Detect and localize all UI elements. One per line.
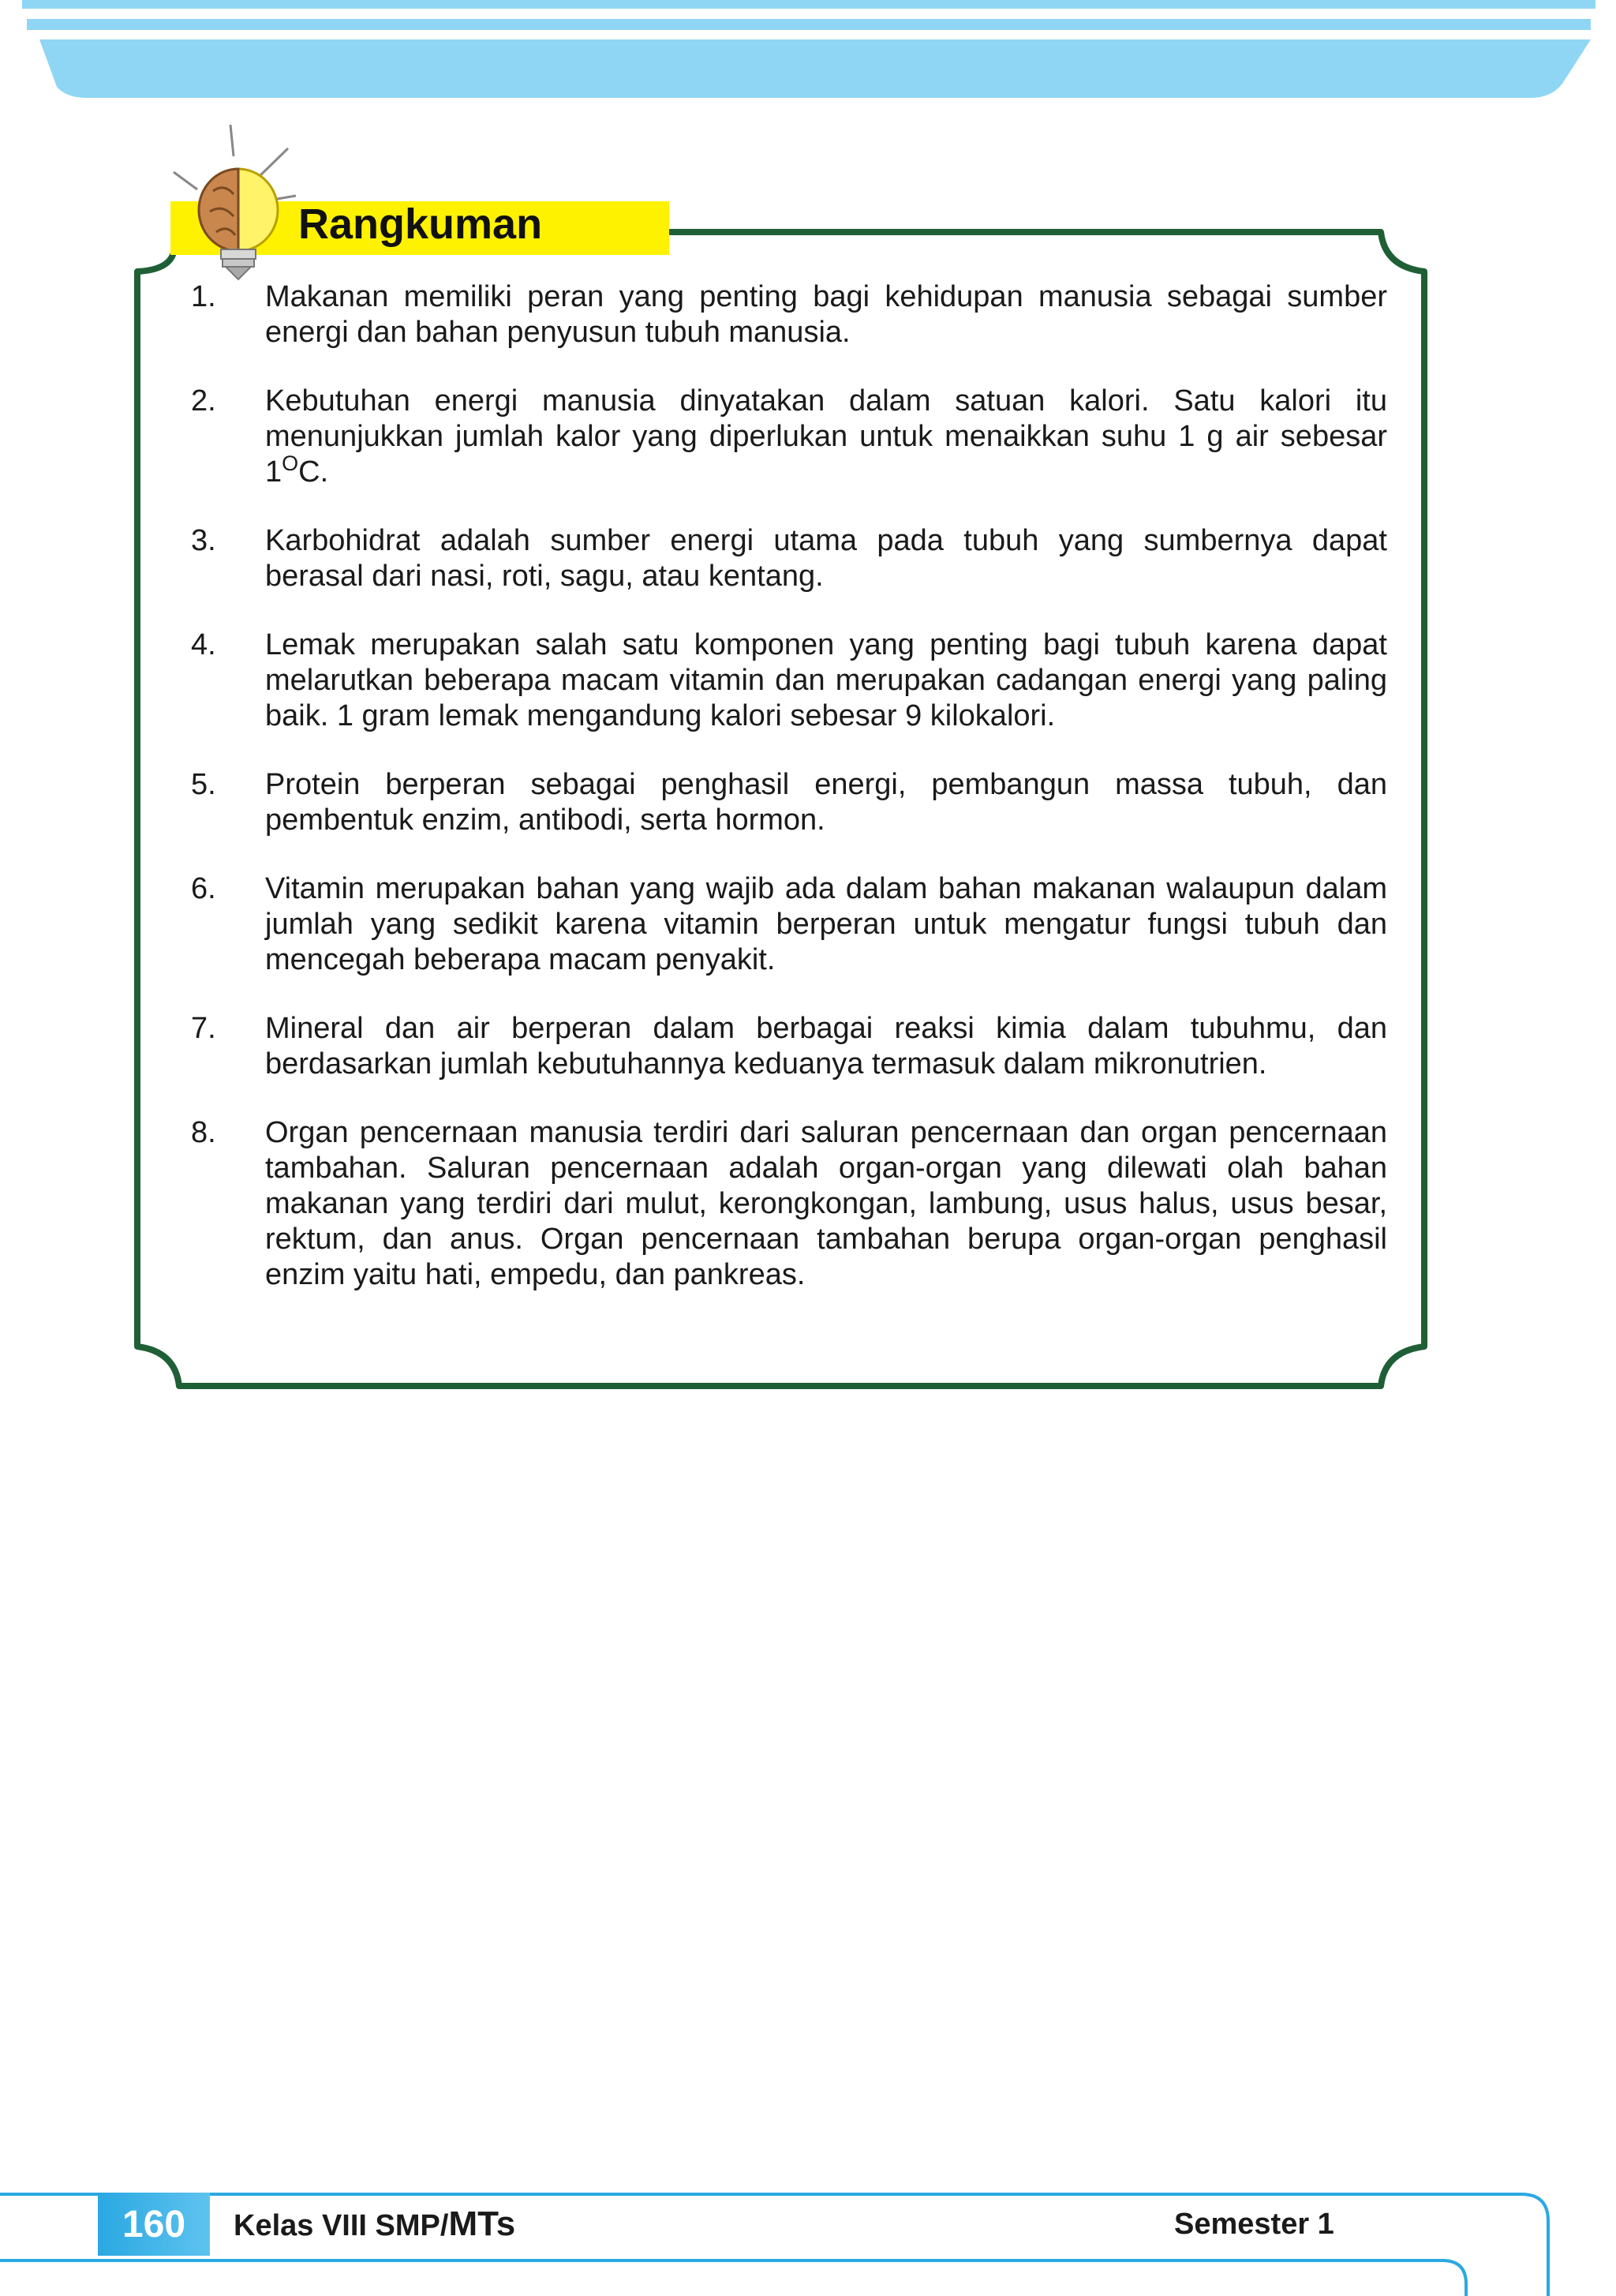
- list-item: [191, 627, 1387, 734]
- item-number: 2.: [191, 384, 216, 418]
- item-number: 6.: [191, 872, 216, 905]
- semester-label: Semester 1: [1174, 2208, 1334, 2241]
- lightbulb-brain-icon: [158, 125, 300, 283]
- item-text: Mineral dan air berperan dalam berbagai reaksi kimia dalam tubuhmu, dan berdasarkan jumlah kebutuhannya keduanya termasuk dalam mikronutrien.: [265, 1012, 1387, 1081]
- item-number: 1.: [191, 280, 216, 313]
- item-text: Makanan memiliki peran yang penting bagi kehidupan manusia sebagai sumber energi dan bahan penyusun tubuh manusia.: [265, 280, 1387, 349]
- class-label-main: Kelas VIII SMP/: [234, 2209, 449, 2242]
- item-number: 7.: [191, 1012, 216, 1045]
- item-text: [265, 384, 1387, 490]
- header-band: [0, 39, 1616, 98]
- item-number: 5.: [191, 768, 216, 801]
- item-text-main: Kebutuhan energi manusia dinyatakan dalam satuan kalori. Satu kalori itu menunjukkan jumlah kalor yang diperlukan untuk menaikkan suhu 1 g air sebesar 1: [265, 384, 1387, 489]
- list-item: [191, 767, 1387, 838]
- list-item: [191, 1011, 1387, 1082]
- list-item: [191, 279, 1387, 350]
- item-text: Vitamin merupakan bahan yang wajib ada dalam bahan makanan walaupun dalam jumlah yang sedikit karena vitamin berperan untuk mengatur fungsi tubuh dan mencegah beberapa macam penyakit.: [265, 872, 1387, 976]
- item-text-unit: C.: [298, 455, 329, 489]
- item-text: Organ pencernaan manusia terdiri dari saluran pencernaan dan organ pencernaan tambahan. Saluran pencernaan adalah organ-organ yang dilewati olah bahan makanan yang terdiri dari mulut, kerongkongan, lambung, usus halus, usus besar, rektum, dan anus. Organ pencernaan tambahan berupa organ-organ penghasil enzim yaitu hati, empedu, dan pankreas.: [265, 1116, 1387, 1291]
- summary-title: Rangkuman: [298, 200, 543, 248]
- item-text: Karbohidrat adalah sumber energi utama pada tubuh yang sumbernya dapat berasal dari nasi, roti, sagu, atau kentang.: [265, 524, 1387, 593]
- summary-list: [191, 279, 1387, 1326]
- class-label: [234, 2202, 515, 2248]
- item-text: Protein berperan sebagai penghasil energi, pembangun massa tubuh, dan pembentuk enzim, antibodi, serta hormon.: [265, 768, 1387, 837]
- item-number: 3.: [191, 524, 216, 557]
- class-label-suffix: MTs: [448, 2204, 516, 2243]
- item-number: 4.: [191, 628, 216, 661]
- item-number: 8.: [191, 1116, 216, 1149]
- list-item: [191, 1115, 1387, 1293]
- list-item: [191, 523, 1387, 594]
- list-item: [191, 384, 1387, 490]
- item-text: Lemak merupakan salah satu komponen yang penting bagi tubuh karena dapat melarutkan beberapa macam vitamin dan merupakan cadangan energi yang paling baik. 1 gram lemak mengandung kalori sebesar 9 kilokalori.: [265, 628, 1387, 732]
- list-item: [191, 871, 1387, 978]
- header-stripe-middle: [27, 19, 1591, 30]
- header-stripe-top: [22, 0, 1595, 9]
- degree-superscript: O: [282, 451, 299, 475]
- page-number: 160: [98, 2193, 210, 2256]
